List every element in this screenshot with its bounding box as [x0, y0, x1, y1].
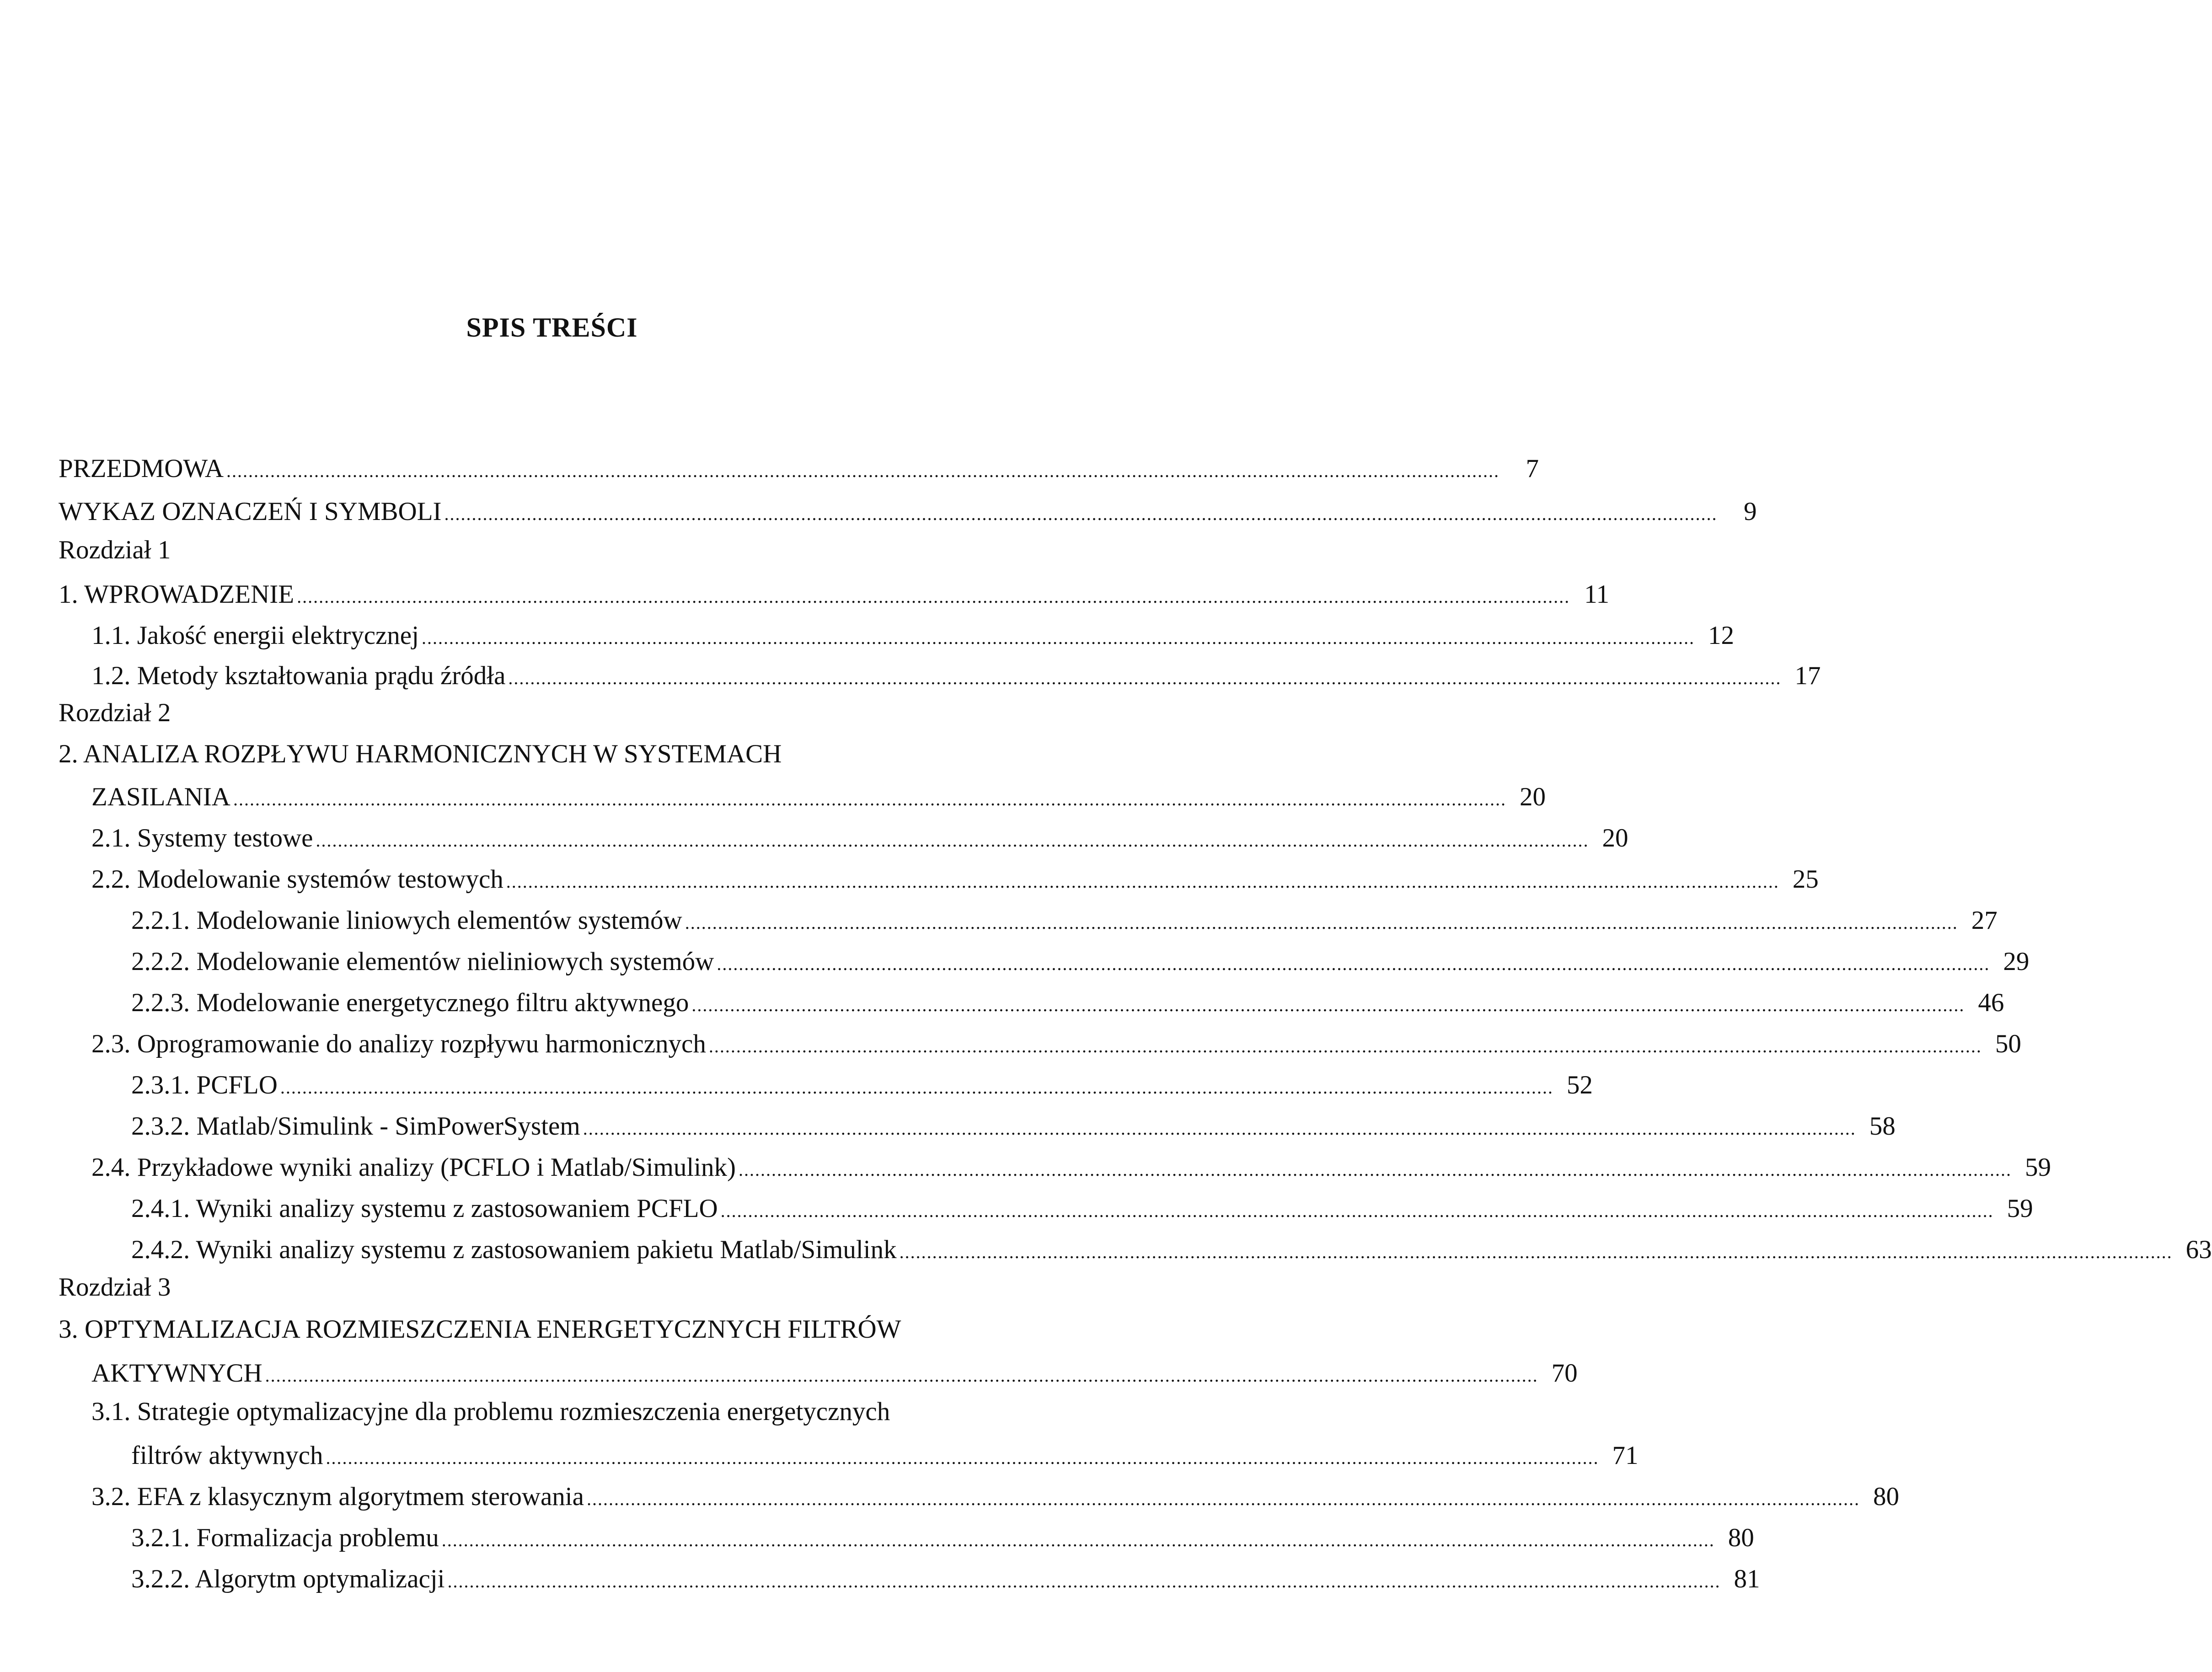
toc-entry-text: 1.2. Metody kształtowania prądu źródła	[91, 661, 506, 690]
leader-dots: ........................................................................................................................................................................................................................................	[720, 1200, 1994, 1221]
toc-entry-text: 1. WPROWADZENIE	[59, 580, 295, 609]
leader-dots: ........................................................................................................................................................................................................................................	[899, 1242, 2173, 1262]
leader-dots: ........................................................................................................................................................................................................................................	[441, 1530, 1715, 1550]
toc-page-number: 17	[1794, 661, 1821, 690]
leader-dots: ........................................................................................................................................................................................................................................	[708, 1036, 1982, 1056]
toc-entry-2-3-1	[131, 1069, 1593, 1104]
leader-dots: ........................................................................................................................................................................................................................................	[444, 504, 1718, 524]
toc-entry-text: 2.2.2. Modelowanie elementów nieliniowych systemów	[131, 947, 714, 976]
toc-entry-text: 2.4.1. Wyniki analizy systemu z zastosowaniem PCFLO	[131, 1194, 718, 1223]
toc-entry-text: 2.4. Przykładowe wyniki analizy (PCFLO i Matlab/Simulink)	[91, 1153, 736, 1182]
toc-entry-2-4	[91, 1152, 2051, 1186]
page-title: SPIS TREŚCI	[466, 312, 638, 343]
toc-page-number: 59	[2025, 1153, 2051, 1182]
toc-page-number: 12	[1708, 621, 1734, 650]
chapter-label: Rozdział 3	[59, 1273, 171, 1302]
toc-entry-przedmowa	[59, 453, 1539, 487]
toc-entry-text: 2.1. Systemy testowe	[91, 824, 313, 852]
toc-entry-3-1-line1: 3.1. Strategie optymalizacyjne dla problemu rozmieszczenia energetycznych	[91, 1397, 890, 1426]
toc-entry-2-4-1	[131, 1193, 2033, 1227]
toc-entry-2-2-1	[131, 905, 1998, 939]
toc-page-number: 20	[1602, 824, 1628, 852]
leader-dots: ........................................................................................................................................................................................................................................	[297, 586, 1570, 607]
toc-page-number: 70	[1551, 1359, 1578, 1388]
leader-dots: ........................................................................................................................................................................................................................................	[226, 461, 1500, 481]
toc-entry-text: 2.2. Modelowanie systemów testowych	[91, 865, 503, 894]
leader-dots: ........................................................................................................................................................................................................................................	[326, 1447, 1599, 1468]
toc-entry-3-1	[131, 1440, 1639, 1474]
leader-dots: ........................................................................................................................................................................................................................................	[508, 668, 1782, 688]
toc-entry-1-1	[91, 620, 1734, 654]
leader-dots: ........................................................................................................................................................................................................................................	[583, 1118, 1856, 1139]
leader-dots: ........................................................................................................................................................................................................................................	[717, 954, 1990, 974]
toc-entry-text: 3.2.2. Algorytm optymalizacji	[131, 1565, 445, 1593]
toc-entry-3-2-1	[131, 1522, 1754, 1556]
toc-entry-chapter-2-line1: 2. ANALIZA ROZPŁYWU HARMONICZNYCH W SYSTEMACH	[59, 740, 782, 768]
toc-entry-2-1	[91, 822, 1628, 857]
toc-page-number: 9	[1744, 497, 1757, 526]
leader-dots: ........................................................................................................................................................................................................................................	[265, 1365, 1538, 1386]
toc-page-number: 25	[1792, 865, 1819, 894]
leader-dots: ........................................................................................................................................................................................................................................	[233, 789, 1506, 809]
toc-entry-text: AKTYWNYCH	[91, 1359, 262, 1388]
toc-entry-text: 2.3. Oprogramowanie do analizy rozpływu harmonicznych	[91, 1029, 706, 1058]
toc-entry-text: ZASILANIA	[91, 782, 230, 811]
toc-entry-2-2-3	[131, 987, 2004, 1021]
toc-entry-2-2	[91, 863, 1819, 898]
toc-page-number: 81	[1734, 1565, 1760, 1593]
toc-entry-chapter-2	[91, 781, 1546, 815]
toc-page-number: 52	[1566, 1071, 1593, 1099]
leader-dots: ........................................................................................................................................................................................................................................	[739, 1159, 2012, 1180]
toc-page-number: 11	[1584, 580, 1610, 609]
toc-entry-2-2-2	[131, 946, 2030, 980]
toc-entry-text: 1.1. Jakość energii elektrycznej	[91, 621, 419, 650]
toc-entry-3-2-2	[131, 1563, 1760, 1597]
toc-entry-text: 3.2.1. Formalizacja problemu	[131, 1523, 439, 1552]
toc-page-number: 63	[2185, 1235, 2212, 1264]
leader-dots: ........................................................................................................................................................................................................................................	[506, 871, 1779, 892]
toc-entry-chapter-1	[59, 579, 1610, 613]
leader-dots: ........................................................................................................................................................................................................................................	[586, 1489, 1860, 1509]
leader-dots: ........................................................................................................................................................................................................................................	[447, 1571, 1721, 1592]
toc-page-number: 58	[1869, 1112, 1896, 1141]
toc-page-number: 59	[2007, 1194, 2033, 1223]
toc-page-number: 71	[1612, 1441, 1639, 1470]
toc-entry-2-3	[91, 1028, 2021, 1062]
toc-page-number: 27	[1971, 906, 1998, 935]
toc-page-number: 80	[1873, 1482, 1899, 1511]
toc-entry-3-2	[91, 1481, 1899, 1515]
chapter-label: Rozdział 1	[59, 536, 171, 564]
leader-dots: ........................................................................................................................................................................................................................................	[691, 995, 1965, 1015]
toc-page-number: 80	[1728, 1523, 1754, 1552]
toc-entry-text: 2.2.3. Modelowanie energetycznego filtru aktywnego	[131, 988, 689, 1017]
chapter-label: Rozdział 2	[59, 698, 171, 727]
toc-entry-text: filtrów aktywnych	[131, 1441, 323, 1470]
leader-dots: ........................................................................................................................................................................................................................................	[280, 1077, 1553, 1098]
toc-entry-1-2	[91, 660, 1821, 694]
toc-entry-text: PRZEDMOWA	[59, 454, 224, 483]
toc-entry-text: 3.2. EFA z klasycznym algorytmem sterowania	[91, 1482, 584, 1511]
toc-entry-chapter-3	[91, 1357, 1578, 1392]
leader-dots: ........................................................................................................................................................................................................................................	[421, 627, 1695, 648]
toc-page-number: 46	[1978, 988, 2004, 1017]
toc-entry-wykaz	[59, 496, 1757, 530]
toc-entry-2-4-2	[131, 1234, 2212, 1268]
toc-entry-text: 2.3.2. Matlab/Simulink - SimPowerSystem	[131, 1112, 580, 1141]
toc-entry-chapter-3-line1: 3. OPTYMALIZACJA ROZMIESZCZENIA ENERGETYCZNYCH FILTRÓW	[59, 1315, 901, 1344]
leader-dots: ........................................................................................................................................................................................................................................	[685, 912, 1958, 933]
leader-dots: ........................................................................................................................................................................................................................................	[316, 830, 1589, 851]
toc-page-number: 50	[1995, 1029, 2021, 1058]
toc-page-number: 20	[1519, 782, 1546, 811]
toc-entry-text: 2.4.2. Wyniki analizy systemu z zastosowaniem pakietu Matlab/Simulink	[131, 1235, 897, 1264]
toc-entry-2-3-2	[131, 1110, 1896, 1145]
toc-entry-text: 2.3.1. PCFLO	[131, 1071, 278, 1099]
toc-entry-text: WYKAZ OZNACZEŃ I SYMBOLI	[59, 497, 442, 526]
toc-entry-text: 2.2.1. Modelowanie liniowych elementów systemów	[131, 906, 682, 935]
toc-page-number: 29	[2003, 947, 2030, 976]
toc-page-number: 7	[1526, 454, 1539, 483]
